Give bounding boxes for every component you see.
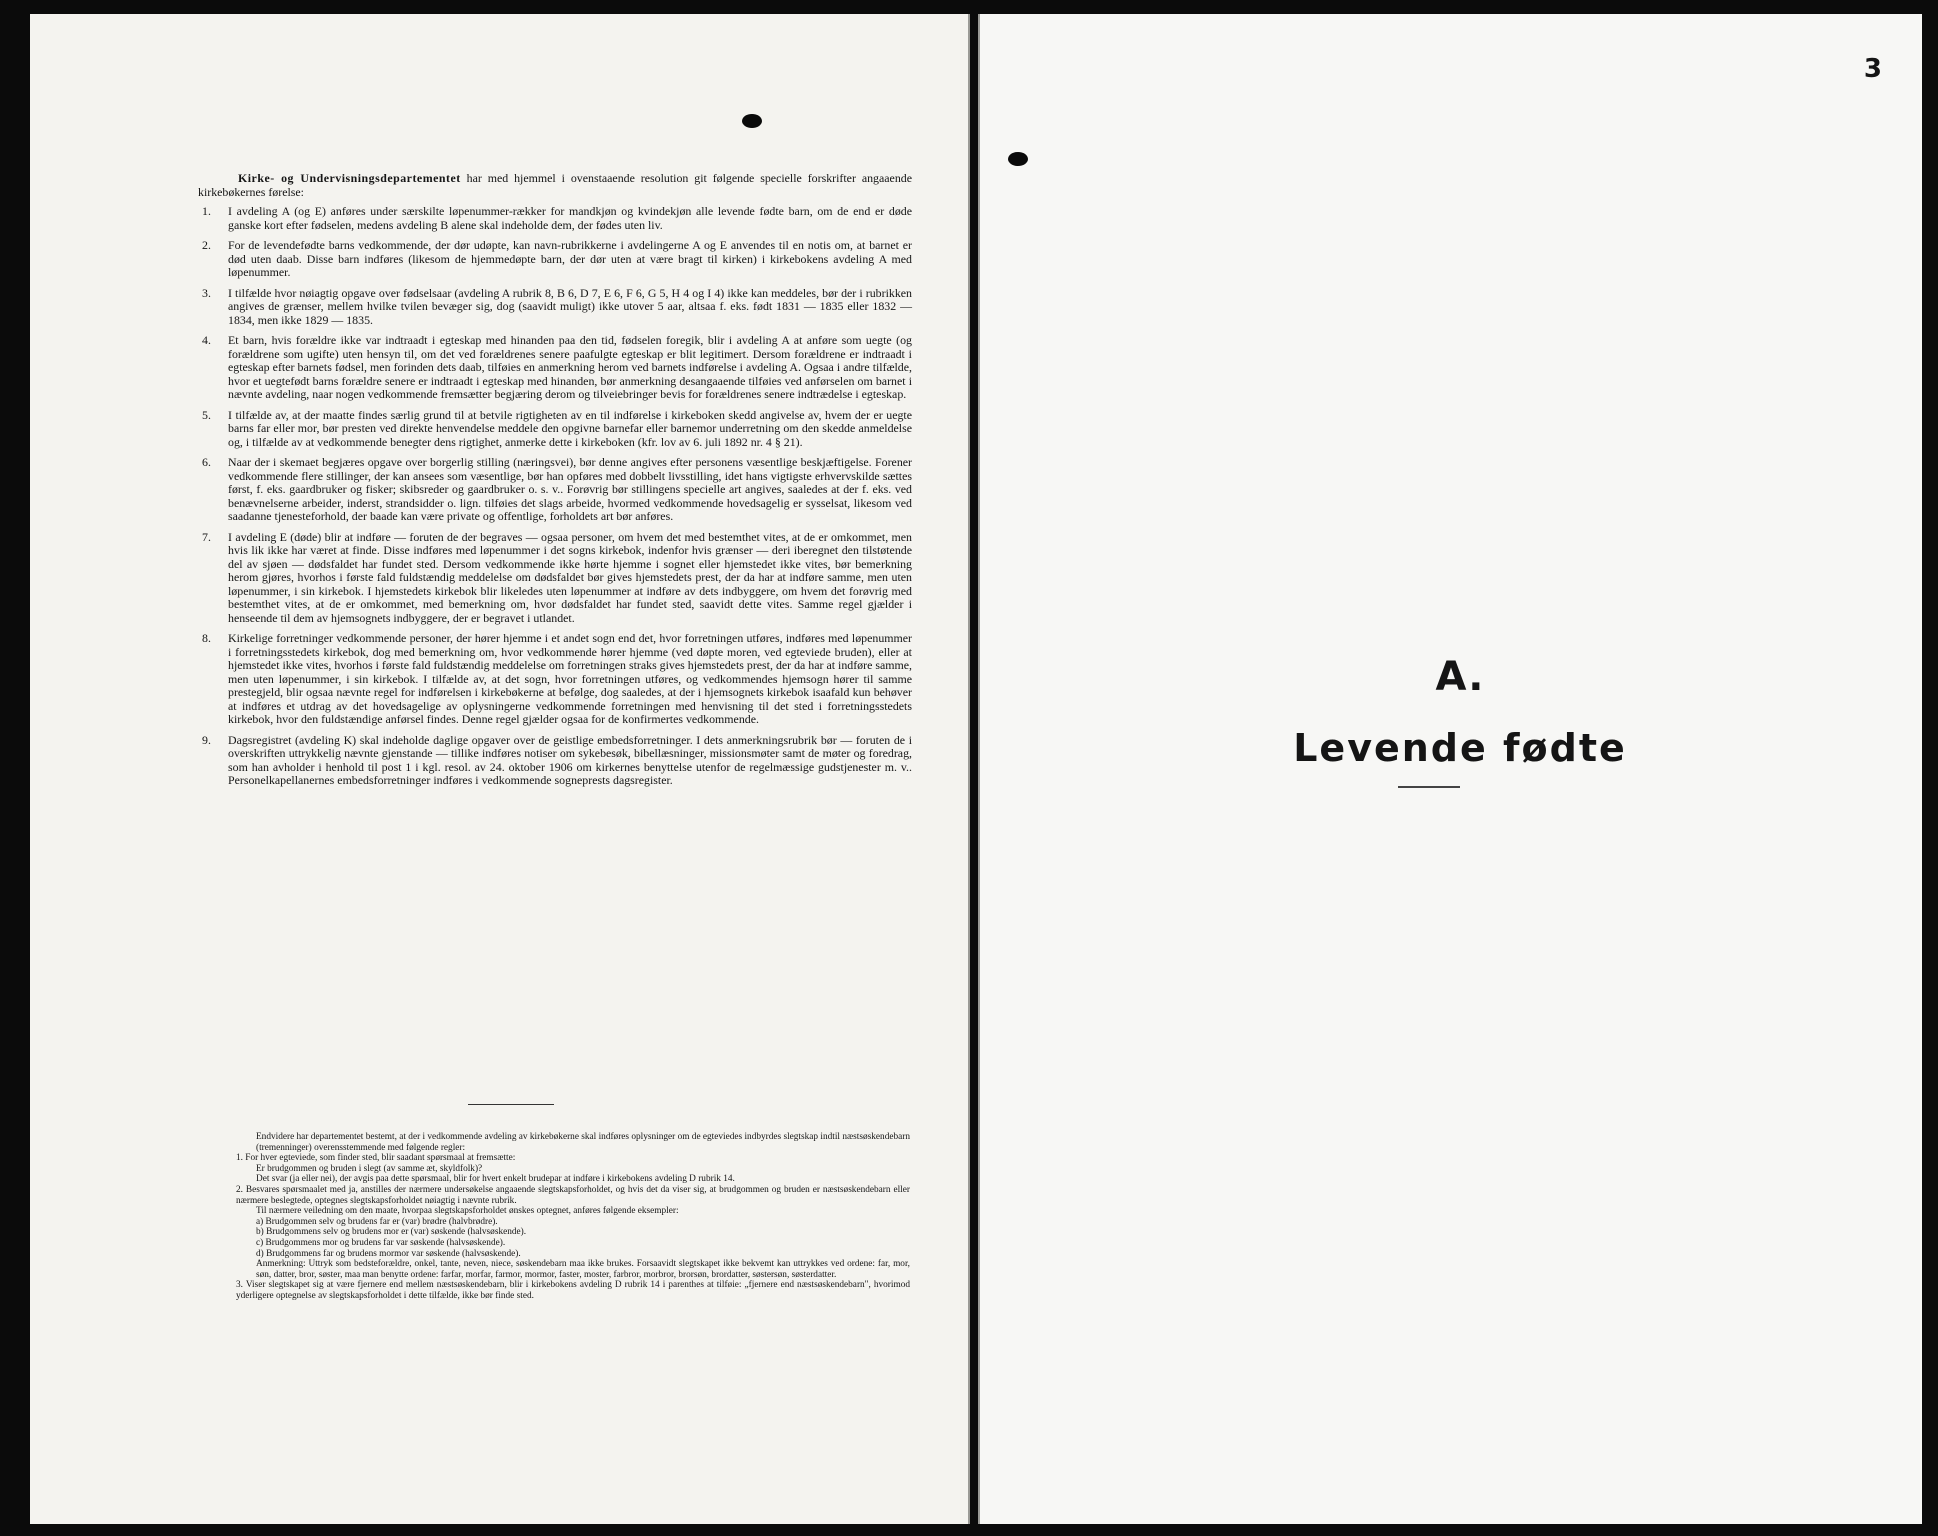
supplement-paragraph: b) Brudgommens selv og brudens mor er (var) søskende (halvsøskende). <box>256 1227 527 1238</box>
rule-number: 8. <box>202 631 211 645</box>
section-title: Levende fødte <box>1293 726 1627 770</box>
rule-text: I avdeling E (døde) blir at indføre — foruten de der begraves — ogsaa personer, om hvem det med bestemthet vites, at de er omkommet, men hvis lik ikke har været at finde. Disse indføres med løpenummer i det sogns kirkebok, indenfor hvis grænser — deri iberegnet den tilstøtende del av sjøen — dødsfaldet har fundet sted. Dersom vedkommende ikke hørte hjemme i sognet eller hjemstedet ikke vites, bør bemerkning herom gjøres, hvorhos i første fald fuldstændig meddelelse om dødsfaldet bør gives hjemstedets prest, der da har at indføre samme, men uten løpenummer, i sin kirkebok. I hjemstedets kirkebok blir likeledes uten løpenummer at indføre av dets indbyggere, om hvem det forøvrig med bestemthet vites, at de er omkommet, med bemerkning om, hvor dødsfaldet har fundet sted, saavidt dette vites. Samme regel gjælder i henseende til dem av hjemsognets indbyggere, der er begravet i utlandet. <box>228 529 912 625</box>
intro-paragraph <box>198 172 912 199</box>
rule-number: 7. <box>202 529 211 544</box>
rule-item <box>198 239 912 280</box>
gutter-line-left <box>968 14 970 1524</box>
rule-number: 6. <box>202 455 211 469</box>
rule-number: 3. <box>202 285 211 300</box>
supplement-paragraph: 2. Besvares spørsmaalet med ja, anstilles der nærmere undersøkelse angaaende slegtskapsforholdet, og hvis det da viser sig, at brudgommen og bruden er næstsøskendebarn eller nærmere beslegtede, optegnes slegtskapsforholdet nøiagtig i nævnte rubrik. <box>236 1184 910 1206</box>
supplement-paragraph: Anmerkning: Uttryk som bedsteforældre, onkel, tante, neven, niece, søskendebarn maa ikke brukes. Forsaavidt slegtskapet ikke bekvemt kan uttrykkes ved ordene: far, mor, søn, datter, bror, søster, maa man benytte ordene: farfar, morfar, farmor, mormor, faster, moster, farbror, morbror, brorsøn, brordatter, søstersøn, søsterdatter. <box>256 1259 910 1280</box>
rule-text: I tilfælde hvor nøiagtig opgave over fødselsaar (avdeling A rubrik 8, B 6, D 7, E 6, F 6, G 5, H 4 og I 4) ikke kan meddeles, bør der i rubrikken angives de grænser, mellem hvilke tvilen bevæger sig, dog (saavidt muligt) ikke utover 5 aar, altsaa f. eks. født 1831 — 1835 eller 1832 — 1834, men ikke 1829 — 1835. <box>228 285 912 327</box>
rule-item <box>198 734 912 788</box>
rule-text: Et barn, hvis forældre ikke var indtraadt i egteskap med hinanden paa den tid, fødselen foregik, blir i avdeling A at anføre som uegte (og forældrene som ugifte) uten hensyn til, om det ved forældrenes senere paafulgte egteskap er blit legitimert. Dersom forældrene er indtraadt i egteskap efter barnets fødsel, men forinden dets daab, tilføies en anmerkning herom ved barnets indførelse i avdeling A. Ogsaa i andre tilfælde, hvor et uegtefødt barns forældre senere er indtraadt i egteskap med hinanden, bør anmerkning desangaaende tilføies ved anførselen om barnet i nævnte avdeling, naar nogen vedkommende fremsætter begjæring derom og tilveiebringer bevis for forældrenes senere indtrædelse i egteskap. <box>228 333 912 401</box>
rule-text: I avdeling A (og E) anføres under særskilte løpenummer-rækker for mandkjøn og kvindekjøn alle levende fødte barn, om de end er døde ganske kort efter fødselen, medens avdeling B alene skal indeholde dem, der fødes uten liv. <box>228 204 912 232</box>
supplement-paragraph: Til nærmere veiledning om den maate, hvorpaa slegtskapsforholdet ønskes optegnet, anføres følgende eksempler: <box>256 1206 679 1217</box>
supplement-text <box>220 1132 910 1302</box>
rule-text: For de levendefødte barns vedkommende, der dør udøpte, kan navn-rubrikkerne i avdelingerne A og E anvendes til en notis om, at barnet er død uten daab. Disse barn indføres (likesom de hjemmedøpte barn, der dør uten at være bragt til kirken) i kirkebokens avdeling A med løpenummer. <box>228 238 912 279</box>
supplement-paragraph: 3. Viser slegtskapet sig at være fjernere end mellem næstsøskendebarn, blir i kirkebokens avdeling D rubrik 14 i parenthes at tilføie: „fjernere end næstsøskendebarn", hvorimod yderligere optegnelse av slegtskapsforholdet i dette tilfælde, ikke bør finde sted. <box>236 1280 910 1301</box>
binding-hole-right <box>1008 152 1028 166</box>
separator-rule <box>468 1104 554 1105</box>
rule-item <box>198 334 912 402</box>
rule-text: Dagsregistret (avdeling K) skal indeholde daglige opgaver over de geistlige embedsforretninger. I dets anmerkningsrubrik bør — foruten de i overskriften uttrykkelig nævnte gjenstande — tillike indføres notiser om sykebesøk, bibellæsninger, missionsmøter samt de møter og foredrag, som han avholder i henhold til post 1 i kgl. resol. av 24. oktober 1906 om kirkernes benyttelse utenfor de regelmæssige gudstjenester m. v.. Personelkapellanernes embedsforretninger indføres i vedkommende sogneprests dagsregister. <box>228 732 912 787</box>
intro-department: Kirke- og Undervisningsdepartementet <box>238 171 461 185</box>
page-number: 3 <box>1863 54 1882 84</box>
rules-list <box>198 205 912 788</box>
rule-text: Naar der i skemaet begjæres opgave over borgerlig stilling (næringsvei), bør denne angives efter personens væsentlige beskjæftigelse. Forener vedkommende flere stillinger, der kan ansees som væsentlige, bør han opføres med dobbelt livsstilling, idet hans vigtigste erhvervskilde sættes først, f. eks. gaardbruker og fisker; skibsreder og gaardbruker o. s. v.. Forøvrig bør stillingens specielle art angives, saaledes at der f. eks. ved benævnelserne arbeider, inderst, strandsidder o. lign. tilføies det slags arbeide, hvormed vedkommende hovedsagelig er sysselsat, likesom ved saadanne tjenesteforhold, der baade kan være private og offentlige, forholdets art bør anføres. <box>228 455 912 523</box>
supplement-paragraph: Endvidere har departementet bestemt, at der i vedkommende avdeling av kirkebøkerne skal indføres oplysninger om de egteviedes indbyrdes slegtskap indtil næstsøskendebarn (tremenninger) overensstemmende med følgende regler: <box>256 1132 910 1153</box>
rule-number: 5. <box>202 407 211 422</box>
rule-number: 1. <box>202 204 211 218</box>
supplement-paragraph: 1. For hver egteviede, som finder sted, blir saadant spørsmaal at fremsætte: <box>236 1153 516 1164</box>
intro-rest: har med hjemmel i ovenstaaende resolution git følgende specielle forskrifter angaaende kirkebøkernes førelse: <box>198 171 912 199</box>
title-underline <box>1398 786 1460 788</box>
binding-hole-left <box>742 114 762 128</box>
supplement-paragraph: a) Brudgommen selv og brudens far er (var) brødre (halvbrødre). <box>256 1216 498 1227</box>
regulations-text <box>198 172 912 795</box>
supplement-paragraph: c) Brudgommens mor og brudens far var søskende (halvsøskende). <box>256 1237 506 1248</box>
rule-item <box>198 632 912 727</box>
right-page <box>978 14 1922 1524</box>
supplement-paragraph: d) Brudgommens far og brudens mormor var søskende (halvsøskende). <box>256 1248 521 1259</box>
left-page <box>30 14 970 1524</box>
rule-item <box>198 287 912 328</box>
rule-item <box>198 409 912 450</box>
supplement-paragraph: Det svar (ja eller nei), der avgis paa dette spørsmaal, blir for hvert enkelt brudepar at indføre i kirkebokens avdeling D rubrik 14. <box>256 1174 735 1185</box>
rule-text: I tilfælde av, at der maatte findes særlig grund til at betvile rigtigheten av en til indførelse i kirkeboken skedd angivelse av, hvem der er uegte barns far eller mor, bør presten ved direkte henvendelse meddele den opgivne barnefar eller barnemor underretning om den skedde anmeldelse og, i tilfælde av at vedkommende benegter dens rigtighet, anmerke dette i kirkeboken (kfr. lov av 6. juli 1892 nr. 4 § 21). <box>228 407 912 449</box>
rule-number: 9. <box>202 732 211 747</box>
section-letter: A. <box>1435 654 1485 700</box>
supplement-paragraph: Er brudgommen og bruden i slegt (av samme æt, skyldfolk)? <box>256 1163 483 1174</box>
rule-item <box>198 205 912 232</box>
rule-text: Kirkelige forretninger vedkommende personer, der hører hjemme i et andet sogn end det, hvor forretningen utføres, indføres med løpenummer i forretningsstedets kirkebok, dog med bemerkning om, hvor vedkommende hører hjemme (ved døpte moren, ved egteviede bruden), eller at hjemstedet ikke vites, hvorhos i første fald fuldstændig meddelelse om forretningen straks gives hjemstedets prest, der da har at indføre samme, men uten løpenummer, i sin kirkebok. I tilfælde av, at det sogn, hvor forretningen utføres, og vedkommendes hjemsogn hører til samme prestegjeld, blir ogsaa nævnte regel for indførelsen i kirkebøkerne at befølge, dog saaledes, at der i hjemsognets kirkebok isaafald kun behøver at indføres et utdrag av det hovedsagelige av oplysningerne vedkommende forretningen med henvisning til det sted i forretningsstedets kirkebok, hvor den fuldstændige anførsel findes. Denne regel gjælder ogsaa for de konfirmertes vedkommende. <box>228 631 912 726</box>
rule-item <box>198 456 912 524</box>
rule-number: 4. <box>202 333 211 347</box>
rule-number: 2. <box>202 238 211 252</box>
rule-item <box>198 531 912 626</box>
